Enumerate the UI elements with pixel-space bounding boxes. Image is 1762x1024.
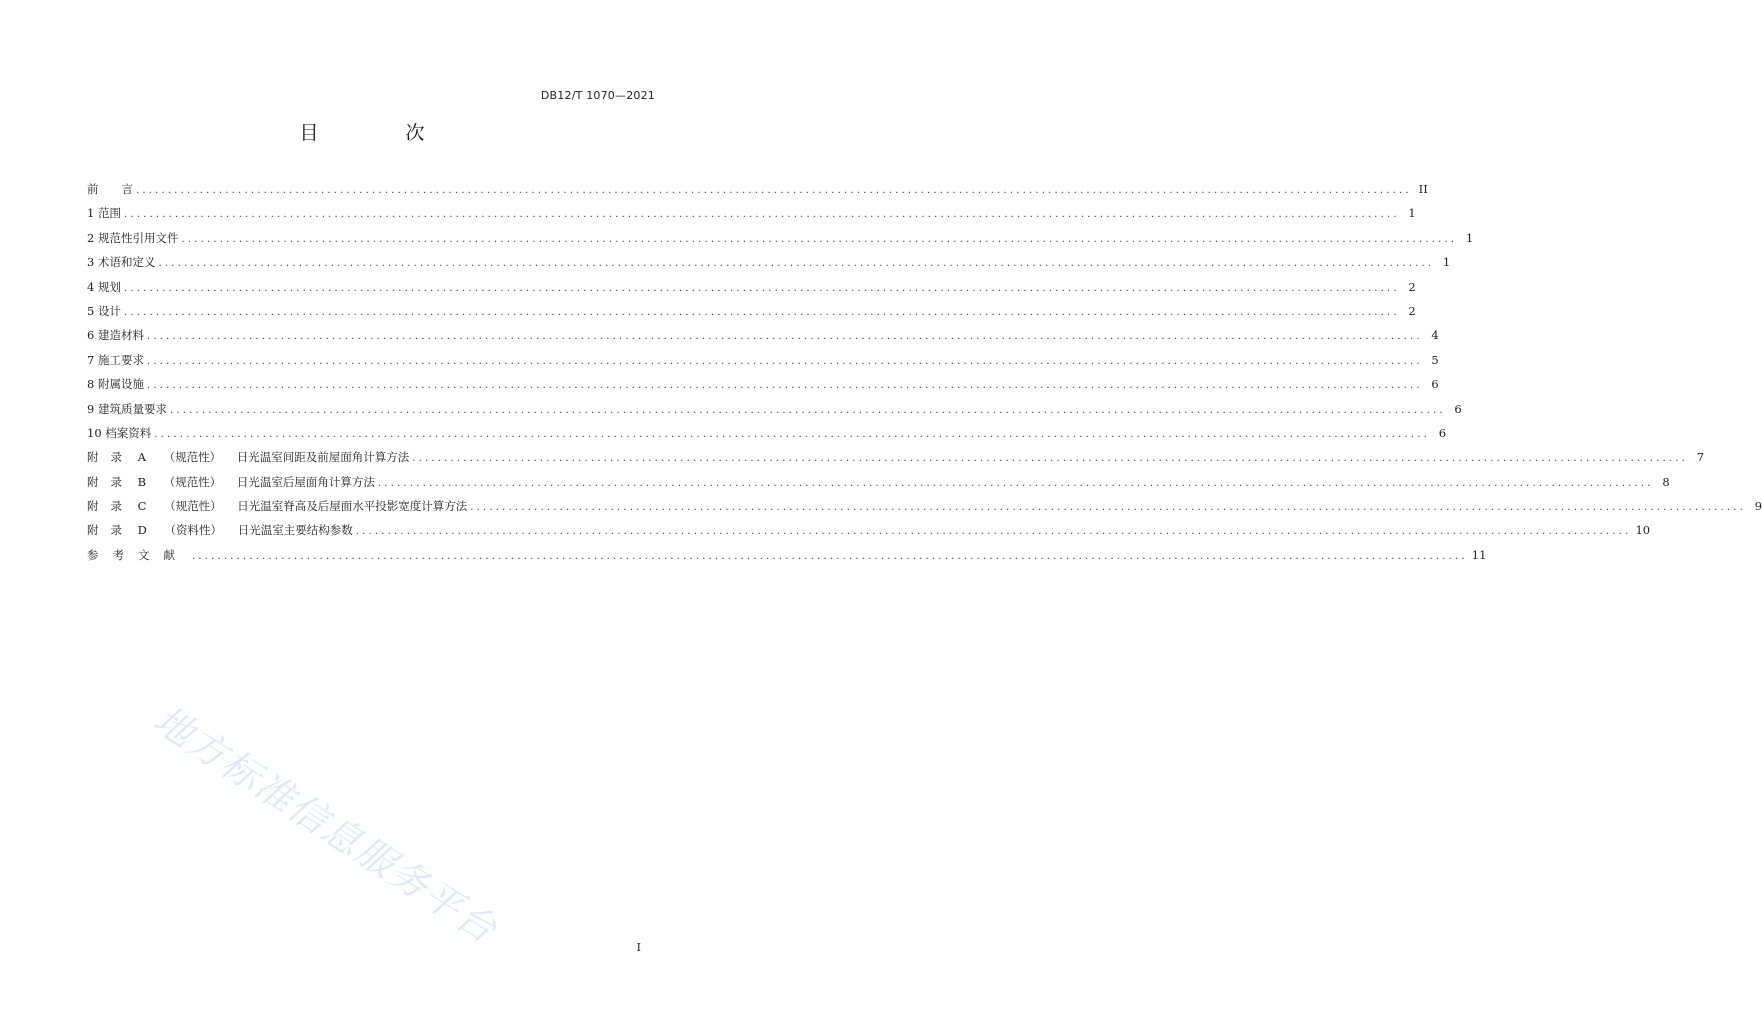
toc-leader-dots: ........................................................................................................................................................................................................ <box>192 550 1468 562</box>
toc-item-label: 8 附属设施 <box>87 377 144 392</box>
toc-item-archives[interactable] <box>87 425 1447 449</box>
toc-item-label: 1 范围 <box>87 206 121 221</box>
toc-item-label: 前 言 <box>87 182 133 196</box>
toc-leader-dots: ........................................................................................................................................................................................................ <box>470 502 1747 514</box>
toc-item-page: 11 <box>1471 547 1487 562</box>
toc-item-design[interactable] <box>87 303 1416 327</box>
appendix-type: （规范性） <box>163 450 222 465</box>
toc-item-page: 1 <box>1408 206 1416 221</box>
toc-leader-dots: ........................................................................................................................................................................................................ <box>123 306 1400 318</box>
watermark-text: 地方标准信息服务平台 <box>146 697 506 953</box>
toc-item-page: 2 <box>1408 279 1416 294</box>
toc-item-page: 5 <box>1431 352 1439 367</box>
toc-item-page: 6 <box>1431 377 1439 392</box>
toc-item-page: 9 <box>1754 499 1762 514</box>
toc-item-scope[interactable] <box>87 205 1416 229</box>
toc-item-label: 9 建筑质量要求 <box>87 401 167 416</box>
toc-item-label <box>87 449 412 465</box>
toc-item-page: II <box>1418 182 1428 196</box>
toc-item-page: 1 <box>1465 230 1474 245</box>
toc-item-label: 3 术语和定义 <box>87 255 156 270</box>
page-title: 目 次 <box>299 122 459 144</box>
appendix-title: 日光温室主要结构参数 <box>237 523 353 538</box>
toc-leader-dots: ........................................................................................................................................................................................................ <box>169 404 1446 416</box>
toc-item-label: 5 设计 <box>87 303 121 318</box>
toc-leader-dots: ........................................................................................................................................................................................................ <box>355 526 1632 538</box>
appendix-title: 日光温室后屋面角计算方法 <box>236 474 375 489</box>
toc-item-label: 6 建造材料 <box>87 328 144 343</box>
toc-item-label: 10 档案资料 <box>87 425 152 440</box>
appendix-type: （规范性） <box>163 474 222 489</box>
appendix-prefix: 附录 <box>87 499 134 514</box>
toc-item-label: 4 规划 <box>87 279 121 294</box>
toc-leader-dots: ........................................................................................................................................................................................................ <box>146 331 1423 343</box>
toc-item-label: 参考文献 <box>87 547 189 562</box>
toc-item-label: 2 规范性引用文件 <box>87 230 179 245</box>
appendix-letter: A <box>137 450 146 465</box>
appendix-title: 日光温室脊高及后屋面水平投影宽度计算方法 <box>237 499 468 514</box>
toc-leader-dots: ........................................................................................................................................................................................................ <box>377 477 1654 489</box>
toc-item-normative-references[interactable] <box>87 230 1474 254</box>
toc-item-terms[interactable] <box>87 254 1451 278</box>
document-code: DB12/T 1070—2021 <box>540 89 655 102</box>
toc-item-label <box>87 522 356 538</box>
toc-item-label <box>87 498 470 514</box>
appendix-letter: C <box>137 499 147 514</box>
appendix-title: 日光温室间距及前屋面角计算方法 <box>236 450 410 465</box>
toc-leader-dots: ........................................................................................................................................................................................................ <box>158 258 1435 270</box>
toc-item-page: 8 <box>1662 474 1670 489</box>
toc-leader-dots: ........................................................................................................................................................................................................ <box>146 380 1423 392</box>
toc-item-page: 6 <box>1454 401 1462 416</box>
toc-leader-dots: ........................................................................................................................................................................................................ <box>154 428 1431 440</box>
toc-item-label: 7 施工要求 <box>87 352 144 367</box>
toc-item-page: 6 <box>1438 425 1447 440</box>
toc-item-planning[interactable] <box>87 279 1416 303</box>
toc-item-page: 1 <box>1442 255 1451 270</box>
toc-leader-dots: ........................................................................................................................................................................................................ <box>146 355 1423 367</box>
toc-leader-dots: ........................................................................................................................................................................................................ <box>123 209 1400 221</box>
toc-item-label <box>87 474 378 490</box>
toc-item-page: 2 <box>1408 303 1416 318</box>
toc-item-foreword[interactable] <box>87 181 1428 205</box>
toc-item-quality[interactable] <box>87 401 1462 425</box>
toc-item-references[interactable] <box>87 547 1487 571</box>
appendix-type: （规范性） <box>164 499 222 514</box>
page-number: I <box>636 941 641 954</box>
toc-item-page: 7 <box>1696 450 1705 465</box>
toc-leader-dots: ........................................................................................................................................................................................................ <box>123 282 1400 294</box>
appendix-prefix: 附录 <box>87 474 134 489</box>
appendix-letter: D <box>137 523 147 538</box>
toc-appendix-b[interactable] <box>87 474 1670 498</box>
appendix-type: （资料性） <box>164 523 223 538</box>
toc-item-page: 10 <box>1635 523 1651 538</box>
appendix-letter: B <box>137 474 147 489</box>
toc-item-facilities[interactable] <box>87 376 1439 400</box>
appendix-prefix: 附录 <box>87 523 134 538</box>
toc-item-page: 4 <box>1431 328 1439 343</box>
toc-item-construction[interactable] <box>87 352 1439 376</box>
appendix-prefix: 附录 <box>87 450 134 465</box>
toc-leader-dots: ........................................................................................................................................................................................................ <box>181 233 1458 245</box>
toc-leader-dots: ........................................................................................................................................................................................................ <box>136 185 1412 196</box>
toc-item-materials[interactable] <box>87 327 1439 351</box>
table-of-contents <box>87 181 1762 571</box>
toc-appendix-a[interactable] <box>87 449 1705 473</box>
toc-leader-dots: ........................................................................................................................................................................................................ <box>412 453 1689 465</box>
toc-appendix-c[interactable] <box>87 498 1762 522</box>
toc-appendix-d[interactable] <box>87 522 1651 546</box>
